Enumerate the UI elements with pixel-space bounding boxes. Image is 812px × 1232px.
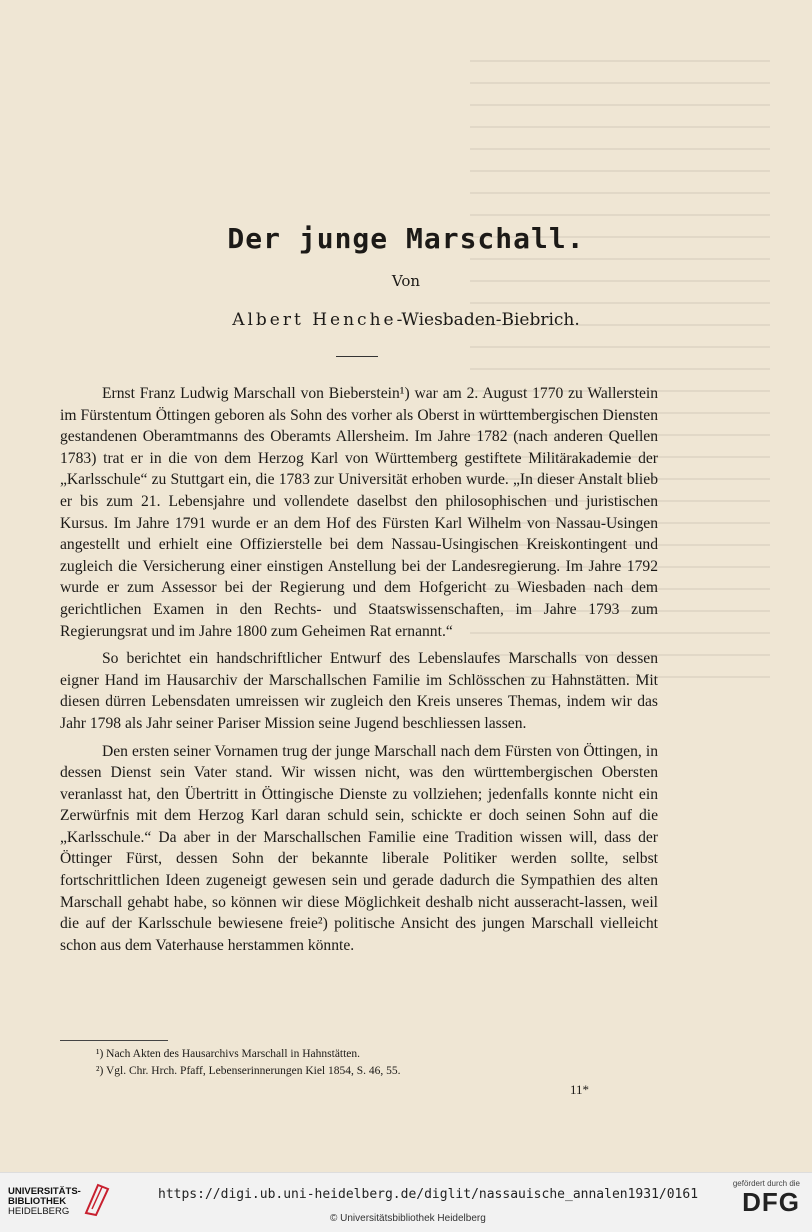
copyright-notice: © Universitätsbibliothek Heidelberg: [330, 1213, 486, 1224]
byline-von: Von: [391, 272, 421, 290]
library-name-line2: BIBLIOTHEK: [8, 1196, 67, 1207]
footnotes: [96, 1046, 656, 1080]
page-signature: 11*: [570, 1082, 590, 1097]
paragraph: Ernst Franz Ludwig Marschall von Bieberstein¹) war am 2. August 1770 zu Wallerstein im Fürstentum Öttingen geboren als Sohn des vorher als Oberst in württembergischen Diensten gestandenen Oberamtmanns des Oberamts Allersheim. Im Jahre 1782 (nach anderen Quellen 1783) trat er in die von dem Herzog Karl von Württemberg gestiftete Militärakademie der „Karlsschule“ zu Stuttgart ein, die 1783 zur Universität erhoben wurde. „In dieser Anstalt blieb er bis zum 21. Lebensjahre und vollendete daselbst den philosophischen und juristischen Kursus. Im Jahre 1791 wurde er an dem Hof des Fürsten Karl Wilhelm von Nassau-Usingen angestellt und erhielt eine Offizierstelle bei dem Nassau-Usingischen Kreiskontingent und zugleich die Versicherung einer einstigen Anstellung bei der Landesregierung. Im Jahre 1792 wurde er zum Assessor bei der Regierung und dem Hofgericht zu Wiesbaden nach dem gerichtlichen Examen in den Rechts- und Staatswissenschaften, im Jahre 1793 zum Regierungsrat und im Jahre 1800 zum Geheimen Rat ernannt.“: [60, 385, 658, 640]
dfg-wordmark: DFG: [742, 1187, 800, 1217]
library-name-line3: HEIDELBERG: [8, 1206, 70, 1217]
footnote-1: ¹) Nach Akten des Hausarchivs Marschall in Hahnstätten.: [96, 1048, 361, 1060]
paragraph: So berichtet ein handschriftlicher Entwurf des Lebenslaufes Marschalls von dessen eigner Hand im Hausarchiv der Marschallschen Familie im Schlösschen zu Hahnstätten. Mit diesen dürren Lebensdaten umreissen wir zugleich den Kreis unseres Themas, indem wir das Jahr 1798 als Jahr seiner Pariser Mission seine Jugend beschliessen lassen.: [60, 650, 658, 732]
dfg-logo[interactable]: [733, 1179, 800, 1216]
author-name: Albert Henche: [232, 310, 397, 330]
funded-by-label: gefördert durch die: [732, 1179, 800, 1188]
permalink-url[interactable]: https://digi.ub.uni-heidelberg.de/diglit/nassauische_annalen1931/0161: [158, 1187, 699, 1202]
title-divider: [336, 356, 378, 357]
footnote-2: ²) Vgl. Chr. Hrch. Pfaff, Lebenserinnerungen Kiel 1854, S. 46, 55.: [96, 1065, 401, 1077]
footnote-divider: [60, 1040, 168, 1041]
library-emblem-icon: [82, 1179, 112, 1217]
paragraph: Den ersten seiner Vornamen trug der junge Marschall nach dem Fürsten von Öttingen, in dessen Dienst sein Vater stand. Wir wissen nicht, was den württembergischen Obersten veranlasst hat, den Übertritt in Öttingische Dienste zu vollziehen; jedenfalls konnte nicht ein Zerwürfnis mit dem Herzog Karl daran schuld sein, schickte er doch seinen Sohn auf die „Karlsschule.“ Da aber in der Marschallschen Familie eine Tradition wissen will, dass der Öttinger Fürst, dessen Sohn der bekannte liberale Politiker werden sollte, selbst fortschrittlichen Ideen zugeneigt gewesen sein und gerade dadurch die Sympathien des alten Marschall gehabt habe, so können wir diese Möglichkeit deshalb nicht ausseracht-lassen, weil die auf der Karlsschule bewiesene freie²) politische Ansicht des jungen Marschall vielleicht schon aus dem Vaterhause herstammen könnte.: [60, 742, 658, 954]
author-line: [0, 310, 812, 330]
author-place: -Wiesbaden-Biebrich.: [396, 310, 580, 330]
library-name-line1: UNIVERSITÄTS-: [8, 1186, 81, 1197]
article-body: [60, 383, 658, 962]
viewer-footer: [0, 1172, 812, 1232]
article-title: Der junge Marschall.: [227, 222, 585, 255]
